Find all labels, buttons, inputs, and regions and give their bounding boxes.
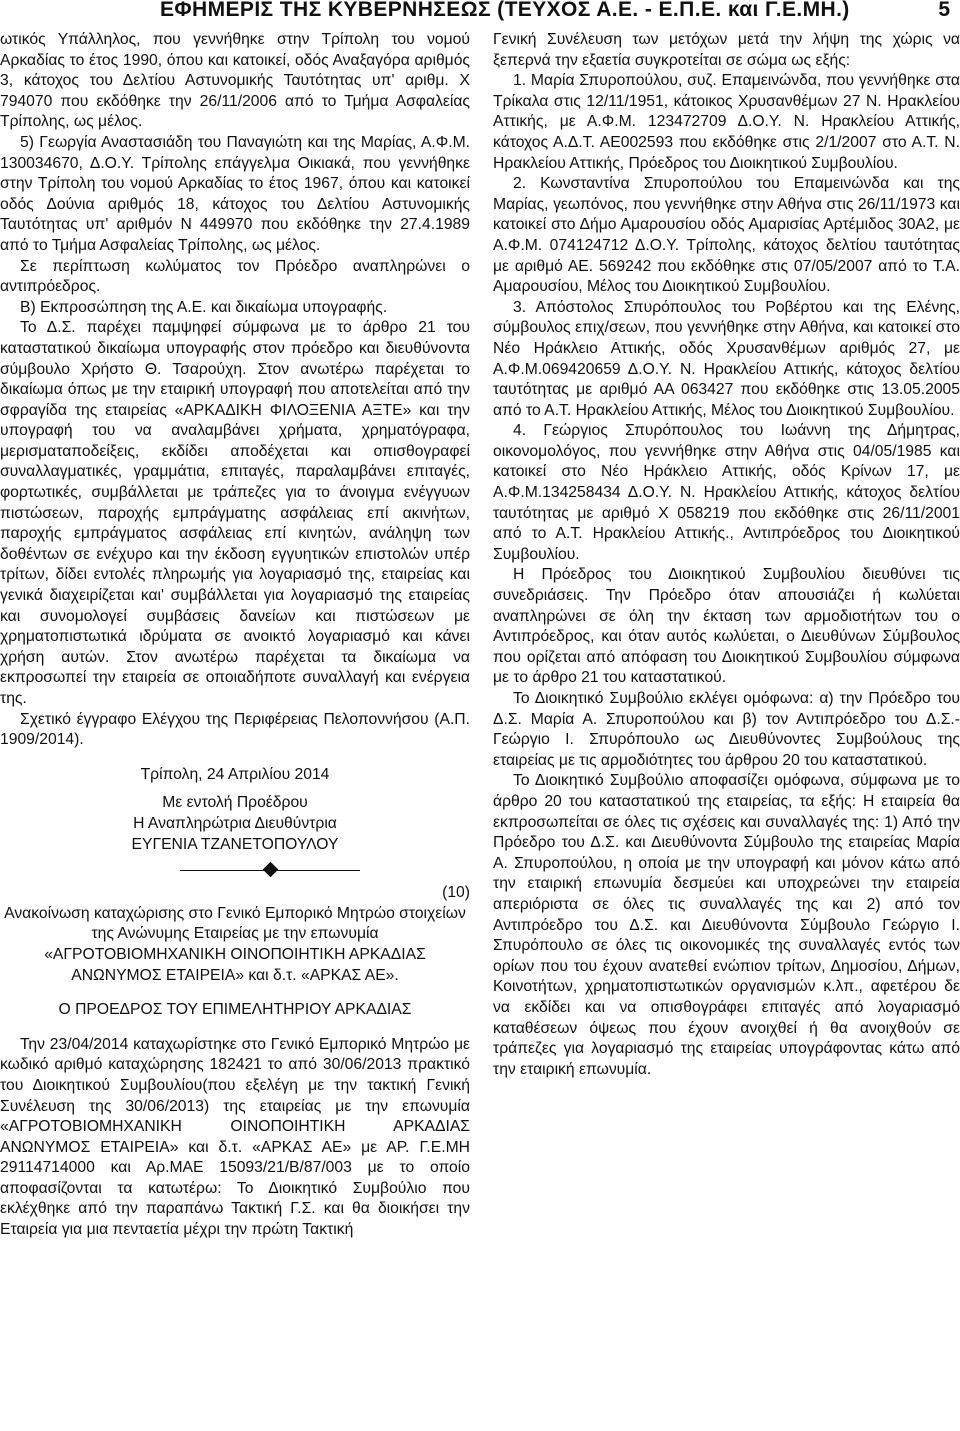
signatory-name: ΕΥΓΕΝΙΑ ΤΖΑΝΕΤΟΠΟΥΛΟΥ <box>131 835 339 853</box>
paragraph: 4. Γεώργιος Σπυρόπουλος του Ιωάννη της Δήμητρας, οικονομολόγος, που γεννήθηκε στην Αθήνα στις 04/05/1985 και κατοικεί στο Νέο Ηράκλειο Αττικής, οδός Κρίνων 17, με Α.Φ.Μ.134258434 Δ.Ο.Υ. Ν. Ηρακλείου Αττικής, κάτοχος δελτίου ταυτότητας με αριθμό Χ 058219 που εκδόθηκε στις 26/11/2001 από το Α.Τ. Ηρακλείου Αττικής., Αντιπρόεδρος του Διοικητικού Συμβουλίου. <box>493 422 960 563</box>
signature-place-date: Τρίπολη, 24 Απριλίου 2014 <box>140 765 330 783</box>
paragraph: 1. Μαρία Σπυροπούλου, συζ. Επαμεινώνδα, που γεννήθηκε στα Τρίκαλα στις 12/11/1951, κάτοικος Χρυσανθέμων 27 Ν. Ηρακλείου Αττικής, με Α.Φ.Μ. 123472709 Δ.Ο.Υ. Ν. Ηρακλείου Αττικής, κάτοχος Α.Δ.Τ. ΑΕ002593 που εκδόθηκε στις 2/1/2007 στο Α.Τ. Ν. Ηρακλείου Αττικής, Πρόεδρος του Διοικητικού Συμβουλίου. <box>493 72 960 172</box>
paragraph: Την 23/04/2014 καταχωρίστηκε στο Γενικό Εμπορικό Μητρώο με κωδικό αριθμό καταχώρησης 182421 το από 30/06/2013 πρακτικό του Διοικητικού Συμβουλίου(που εξελέγη με την τακτική Γενική Συνέλευση της 30/06/2013) της εταιρείας με την επωνυμία «ΑΓΡΟΤΟΒΙΟΜΗΧΑΝΙΚΗ ΟΙΝΟΠΟΙΗΤΙΚΗ ΑΡΚΑΔΙΑΣ ΑΝΩΝΥΜΟΣ ΕΤΑΙΡΕΙΑ» και δ.τ. «ΑΡΚΑΣ ΑΕ» με ΑΡ. Γ.Ε.ΜΗ 29114714000 και Αρ.ΜΑΕ 15093/21/Β/87/003 με το οποίο αποφασίζονται τα κατωτέρω: Το Διοικητικό Συμβούλιο που εκλέχθηκε από την παραπάνω Τακτική Γ.Σ. και θα διοικήσει την Εταιρεία για μια πενταετία μέχρι την πρώτη Τακτική <box>0 1035 470 1239</box>
paragraph: Σε περίπτωση κωλύματος τον Πρόεδρο αναπληρώνει ο αντιπρόεδρος. <box>0 257 470 296</box>
gazette-title: ΕΦΗΜΕΡΙΣ ΤΗΣ ΚΥΒΕΡΝΗΣΕΩΣ (ΤΕΥΧΟΣ Α.Ε. - Ε.Π.Ε. και Γ.Ε.ΜΗ.) <box>160 0 850 21</box>
left-column <box>0 30 470 1241</box>
signature-line: Η Αναπληρώτρια Διευθύντρια <box>133 814 337 832</box>
section-separator <box>0 861 470 879</box>
paragraph: Σχετικό έγγραφο Ελέγχου της Περιφέρειας Πελοποννήσου (Α.Π. 1909/2014). <box>0 710 470 749</box>
diamond-icon <box>263 862 279 878</box>
page-number: 5 <box>938 0 950 21</box>
paragraph: Το Δ.Σ. παρέχει παμψηφεί σύμφωνα με το άρθρο 21 του καταστατικού δικαίωμα υπογραφής στον πρόεδρο και διευθύνοντα σύμβουλο Χρήστο Θ. Τσαρούχη. Στον ανωτέρω παρέχεται το δικαίωμα όπως με την εταιρική υπογραφή που αποτελείται από την σφραγίδα της εταιρείας «ΑΡΚΑΔΙΚΗ ΦΙΛΟΞΕΝΙΑ ΑΞΤΕ» και την υπογραφή του να αναλαμβάνει χρήματα, χρηματόγραφα, μερισματαποδείξεις, εκδίδει αποδέχεται και οπισθογραφεί συναλλαγματικές, γραμμάτια, επιταγές, παραλαμβάνει επιταγές, φορτωτικές, συμβάλλεται με τράπεζες για το άνοιγμα ενέγγυων πιστώσεων, παροχής εμπράγματης ασφάλειας επί ακινήτων, παροχής εμπράγματος ασφάλειας επί κινητών, ανάληψη των δοθέντων σε ενέχυρο και την έκδοση εγγυητικών επιστολών υπέρ τρίτων, δίδει εντολές πληρωμής για λογαριασμό της, εταιρείας και γενικά διαχειρίζεται και' συμβάλλεται για λογαριασμό της εταιρείας και συνομολογεί συμβάσεις δανείων και πιστώσεων με χρηματοπιστωτικά ιδρύματα σε ανοικτό λογαριασμό και κάνει χρήση αυτών. Στον ανωτέρω παρέχεται τα δικαίωμα να εκπροσωπεί την εταιρεία σε οποιαδήποτε συναλλαγή και ενέργεια της. <box>0 319 470 707</box>
paragraph: Η Πρόεδρος του Διοικητικού Συμβουλίου διευθύνει τις συνεδριάσεις. Την Πρόεδρο όταν απουσιάζει ή κωλύεται αναπληρώνει σε όλη την έκταση των αρμοδιοτήτων του ο Αντιπρόεδρος, και όταν αυτός κωλύεται, ο Διευθύνων Σύμβουλος που ορίζεται από απόφαση του Διοικητικού Συμβουλίου σύμφωνα με το άρθρο 21 του καταστατικού. <box>493 566 960 687</box>
paragraph: Το Διοικητικό Συμβούλιο αποφασίζει ομόφωνα, σύμφωνα με το άρθρο 20 του καταστατικού της εταιρείας, τα εξής: Η εταιρεία θα εκπροσωπείται σε όλες τις σχέσεις και συναλλαγές της: 1) Από την Πρόεδρο του Δ.Σ. και Διευθύνοντα Σύμβουλο της εταιρείας Μαρία Α. Σπυροπούλου, η οποία με την υπογραφή και μόνον κάτω από την εταιρική επωνυμία δεσμεύει και υποχρεώνει την εταιρεία απεριόριστα σε όλες τις συναλλαγές της και 2) από τον Αντιπρόεδρο του Δ.Σ. και Διευθύνοντα Σύμβουλο Γεώργιο Ι. Σπυρόπουλο σε όλες τις οικονομικές της συναλλαγές εντός των ορίων που του έχουν ανατεθεί ενώπιον τρίτων, Δημοσίου, Δήμων, Κοινοτήτων, χρηματοπιστωτικών οργανισμών κ.λπ., αφετέρου δε να εκδίδει και να οπισθογράφει επιταγές από λογαριασμό καταθέσεων όψεως που έχουν ανοιχθεί ή θα ανοιχθούν σε τράπεζες για λογαριασμό της εταιρείας υπογράφοντας κάτω από την εταιρική επωνυμία. <box>493 772 960 1078</box>
paragraph: Το Διοικητικό Συμβούλιο εκλέγει ομόφωνα: α) την Πρόεδρο του Δ.Σ. Μαρία Α. Σπυροπούλου και β) τον Αντιπρόεδρο του Δ.Σ.- Γεώργιο Ι. Σπυρόπουλο ως Διευθύνοντες Συμβούλους της εταιρείας με τις αρμοδιότητες του άρθρου 20 του καταστατικού. <box>493 690 960 769</box>
right-column <box>493 30 960 1080</box>
notice-number: (10) <box>442 884 470 902</box>
notice-title: Ανακοίνωση καταχώρισης στο Γενικό Εμπορικό Μητρώο στοιχείων της Ανώνυμης Εταιρείας με την επωνυμία «ΑΓΡΟΤΟΒΙΟΜΗΧΑΝΙΚΗ ΟΙΝΟΠΟΙΗΤΙΚΗ ΑΡΚΑΔΙΑΣ ΑΝΩΝΥΜΟΣ ΕΤΑΙΡΕΙΑ» και δ.τ. «ΑΡΚΑΣ ΑΕ». <box>4 904 466 984</box>
paragraph: Γενική Συνέλευση των μετόχων μετά την λήψη της χώρις να ξεπερνά την εξαετία συγκροτείται σε σώμα ως εξής: <box>493 31 960 69</box>
paragraph: ωτικός Υπάλληλος, που γεννήθηκε στην Τρίπολη του νομού Αρκαδίας το έτος 1990, όπου και κατοικεί, οδός Αναξαγόρα αριθμός 3, κάτοχος του Δελτίου Αστυνομικής Ταυτότητας υπ' αριθμ. Χ 794070 που εκδόθηκε την 26/11/2006 από το Τμήμα Ασφαλείας Τρίπολης, ως μέλος. <box>0 31 470 131</box>
paragraph: Β) Εκπροσώπηση της Α.Ε. και δικαίωμα υπογραφής. <box>20 298 388 316</box>
signature-line: Με εντολή Προέδρου <box>162 794 308 812</box>
paragraph: 3. Απόστολος Σπυρόπουλος του Ροβέρτου και της Ελένης, σύμβουλος επιχ/σεων, που γεννήθηκε στην Αθήνα, και κατοικεί στο Νέο Ηράκλειο Αττικής, οδός Χρυσανθέμων αριθμός 27, με Α.Φ.Μ.069420659 Δ.Ο.Υ. Ν. Ηρακλείου Αττικής, κάτοχος δελτίου ταυτότητας με αριθμό ΑΑ 063427 που εκδόθηκε στις 13.05.2005 από το Α.Τ. Ηρακλείου Αττικής, Μέλος του Διοικητικού Συμβουλίου. <box>493 298 960 419</box>
paragraph: 5) Γεωργία Αναστασιάδη του Παναγιώτη και της Μαρίας, Α.Φ.Μ. 130034670, Δ.Ο.Υ. Τρίπολης επάγγελμα Οικιακά, που γεννήθηκε στην Τρίπολη του νομού Αρκαδίας το έτος 1967, όπου και κατοικεί οδός Δούνια αριθμός 18, κάτοχος του Δελτίου Αστυνομικής Ταυτότητας υπ' αριθμόν Ν 449970 που εκδόθηκε την 27.4.1989 από το Τμήμα Ασφαλείας Τρίπολης, ως μέλος. <box>0 133 470 254</box>
page-header <box>0 0 960 24</box>
paragraph: 2. Κωνσταντίνα Σπυροπούλου του Επαμεινώνδα και της Μαρίας, γεωπόνος, που γεννήθηκε στην Αθήνα στις 26/11/1973 και κατοικεί στο Δήμο Αμαρουσίου οδός Αμαρισίας Αρτέμιδος 30Α2, με Α.Φ.Μ. 074124712 Δ.Ο.Υ. Τρίπολης, κάτοχος δελτίου ταυτότητας με αριθμό ΑΕ. 569242 που εκδόθηκε στις 07/05/2007 από το Τ.Α. Αμαρουσίου, Μέλος του Διοικητικού Συμβουλίου. <box>493 175 960 296</box>
chamber-title: Ο ΠΡΟΕΔΡΟΣ ΤΟΥ ΕΠΙΜΕΛΗΤΗΡΙΟΥ ΑΡΚΑΔΙΑΣ <box>58 1001 412 1019</box>
